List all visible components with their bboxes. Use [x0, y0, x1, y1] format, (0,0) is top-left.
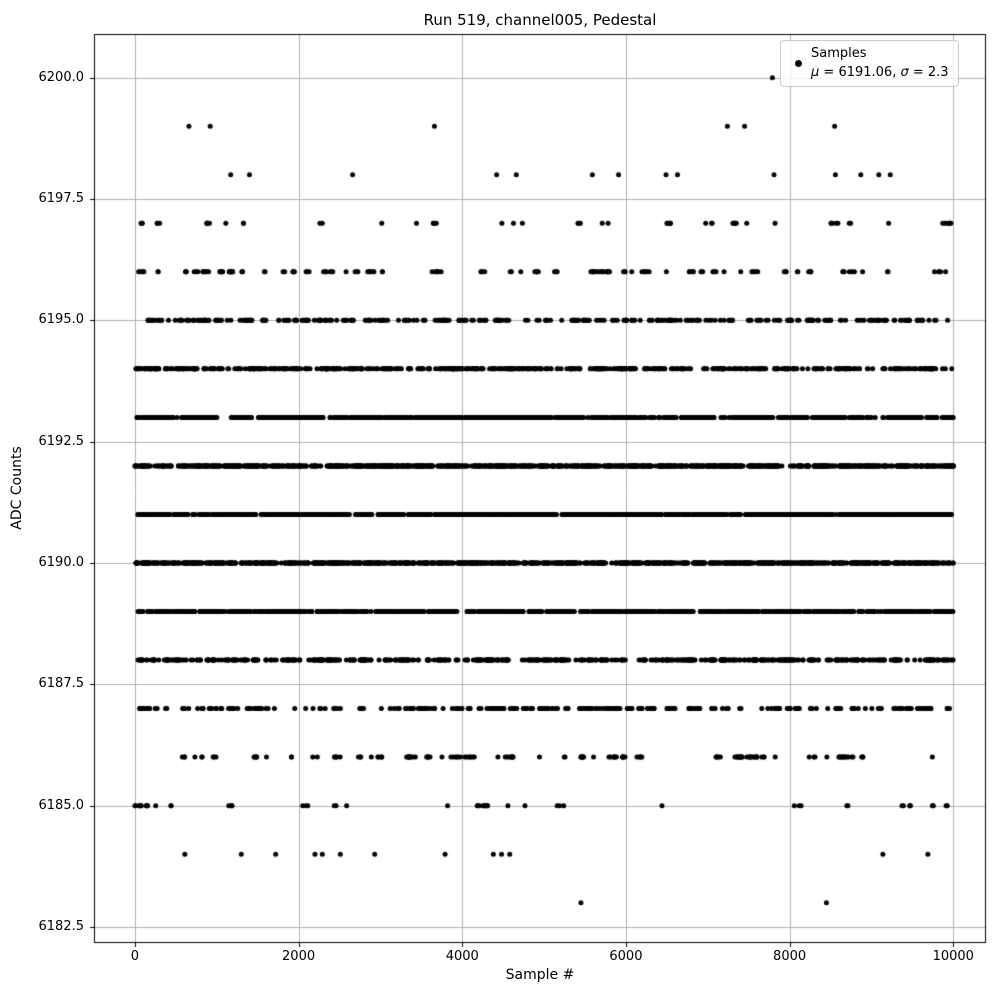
chart-title: Run 519, channel005, Pedestal	[423, 11, 657, 29]
legend	[780, 40, 959, 87]
legend-stats-label	[811, 63, 949, 82]
sigma-value: = 2.3	[908, 65, 949, 80]
mu-value: = 6191.06,	[819, 65, 901, 80]
y-axis-label: ADC Counts	[9, 446, 25, 530]
legend-text	[811, 44, 949, 82]
y-tick-label: 6200.0	[38, 69, 84, 85]
sigma-symbol: σ	[900, 65, 909, 80]
x-tick-label: 2000	[282, 949, 316, 964]
y-tick-label: 6185.0	[38, 797, 84, 813]
x-tick-label: 6000	[609, 949, 643, 964]
y-tick-label: 6192.5	[38, 433, 84, 449]
y-tick-label: 6190.0	[38, 554, 84, 570]
legend-marker-dot	[795, 60, 802, 67]
y-tick-label: 6197.5	[38, 191, 84, 206]
y-tick-label: 6187.5	[38, 676, 84, 692]
x-tick-label: 4000	[445, 949, 479, 964]
y-tick-label: 6195.0	[38, 312, 84, 328]
mu-symbol: μ	[811, 65, 820, 80]
x-axis-label: Sample #	[505, 967, 575, 983]
y-tick-label: 6182.5	[38, 918, 84, 934]
x-tick-label: 10000	[932, 949, 974, 964]
x-tick-label: 0	[130, 949, 140, 964]
legend-samples-label: Samples	[811, 46, 867, 61]
x-tick-label: 8000	[773, 949, 807, 964]
